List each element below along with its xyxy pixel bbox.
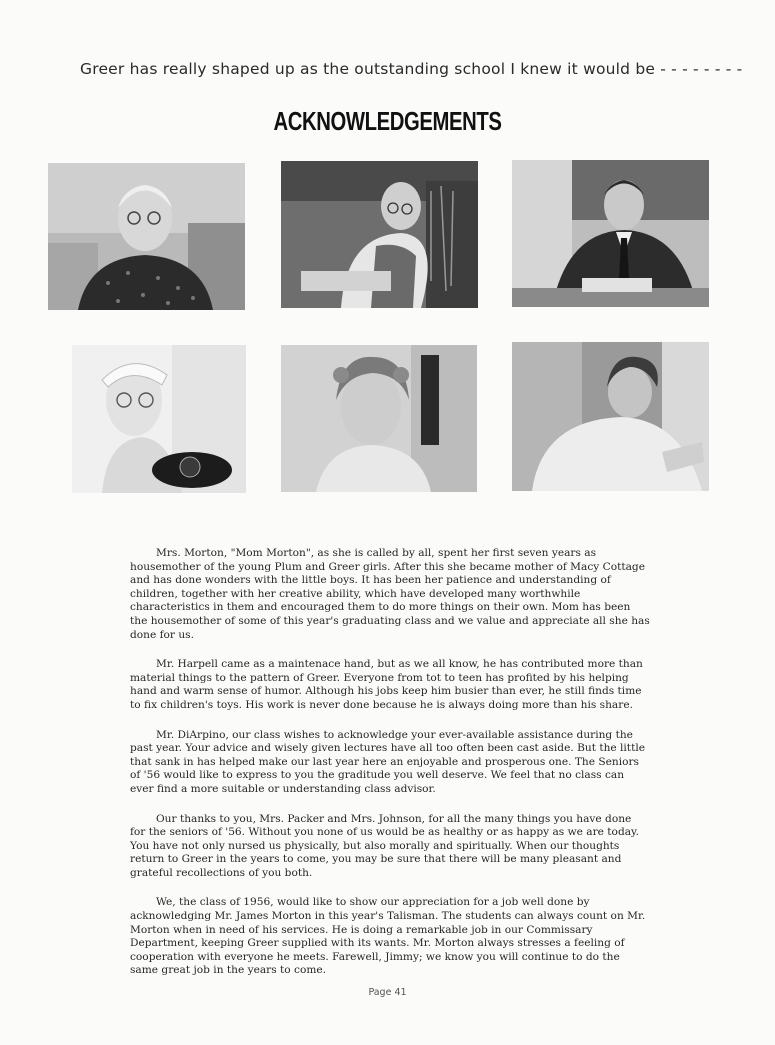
- paragraph-mrs-morton: Mrs. Morton, "Mom Morton", as she is called by all, spent her first seven years as housemother of the young Plum and Greer girls. After this she became mother of Macy Cottage and has done wonders with the little boys. It has been her patience and understanding of children, together with her creative ability, which have developed many worthwhile characteristics in them and encouraged them to do more things on their own. Mom has been the housemother of some of this year's graduating class and we value and appreciate all she has done for us.: [130, 547, 650, 641]
- paragraph-mr-diarpino: Mr. DiArpino, our class wishes to acknowledge your ever-available assistance during the past year. Your advice and wisely given lectures have all too often been cast aside. But the little that sank in has helped make our last year here an enjoyable and prosperous one. The Seniors of '56 would like to express to you the graditude you well deserve. We feel that no class can ever find a more suitable or understanding class advisor.: [130, 728, 645, 795]
- photo-mrs-johnson: [281, 345, 477, 492]
- paragraph-mr-harpell: Mr. Harpell came as a maintenace hand, but as we all know, he has contributed more than material things to the pattern of Greer. Everyone from tot to teen has profited by his helping hand and warm sense of humor. Although his jobs keep him busier than ever, he still finds time to fix children's toys. His work is never done because he is always doing more than his share.: [130, 658, 643, 711]
- photo-mr-diarpino: [512, 160, 709, 307]
- tagline: Greer has really shaped up as the outstanding school I knew it would be - - - - - - - -: [80, 60, 743, 78]
- photo-mrs-packer: [72, 345, 246, 493]
- paragraph-nurses: Our thanks to you, Mrs. Packer and Mrs. Johnson, for all the many things you have done for the seniors of '56. Without you none of us would be as healthy or as happy as we are today. You have not only nursed us physically, but also morally and spiritually. When our thoughts return to Greer in the years to come, you may be sure that there will be many pleasant and grateful recollections of you both.: [130, 812, 639, 879]
- photo-mr-james-morton: [512, 342, 709, 491]
- acknowledgement-text: [130, 547, 650, 994]
- page-title: ACKNOWLEDGEMENTS: [273, 106, 502, 136]
- page-number: Page 41: [368, 987, 407, 998]
- photo-mrs-morton: [48, 163, 245, 310]
- photo-mr-harpell: [281, 161, 478, 308]
- paragraph-mr-james-morton: We, the class of 1956, would like to show our appreciation for a job well done by acknowledging Mr. James Morton in this year's Talisman. The students can always count on Mr. Morton when in need of his services. He is doing a remarkable job in our Commissary Department, keeping Greer supplied with its wants. Mr. Morton always stresses a feeling of cooperation with everyone he meets. Farewell, Jimmy; we know you will continue to do the same great job in the years to come.: [130, 896, 646, 977]
